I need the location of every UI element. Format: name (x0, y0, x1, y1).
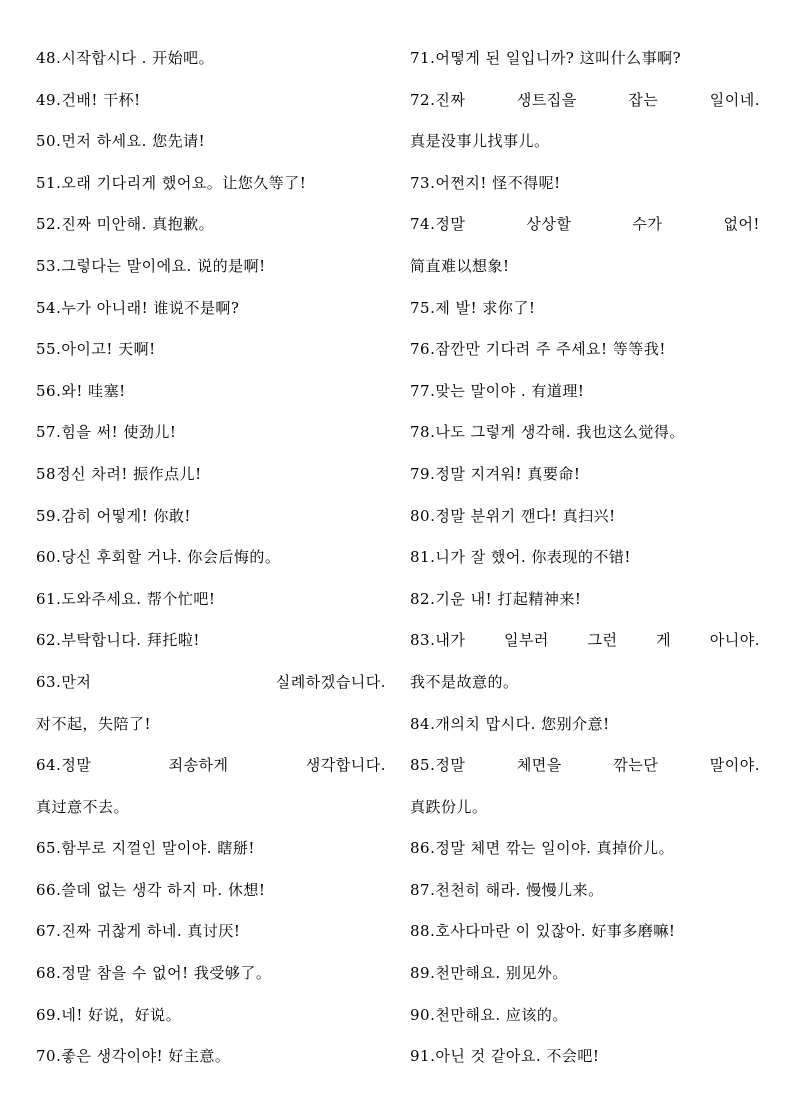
phrase-line: 87.천천히 해라. 慢慢儿来。 (410, 880, 604, 899)
phrase-line: 75.제 발! 求你了! (410, 298, 536, 317)
phrase-line: 53.그렇다는 말이에요. 说的是啊! (36, 256, 266, 275)
phrase-word: 아니야. (709, 631, 760, 650)
phrase-line (36, 662, 386, 704)
phrase-line: 67.진짜 귀찮게 하네. 真讨厌! (36, 922, 241, 941)
phrase-word: 잡는 (628, 90, 659, 109)
phrase-word: 말이야. (709, 756, 760, 775)
phrase-line: 57.힘을 써! 使劲儿! (36, 423, 177, 442)
phrase-line: 55.아이고! 天啊! (36, 340, 156, 359)
phrase-line: 我不是故意的。 (410, 672, 519, 691)
phrase-line: 68.정말 참을 수 없어! 我受够了。 (36, 964, 272, 983)
left-column (36, 38, 386, 1078)
phrase-line: 77.맞는 말이야 . 有道理! (410, 381, 585, 400)
phrase-word: 체면을 (516, 756, 562, 775)
phrase-line: 81.니가 잘 했어. 你表现的不错! (410, 548, 631, 567)
phrase-word: 생트집을 (516, 90, 577, 109)
phrase-line: 71.어떻게 된 일입니까? 这叫什么事啊? (410, 49, 682, 67)
phrase-line: 66.쓸데 없는 생각 하지 마. 休想! (36, 880, 266, 899)
phrase-line (410, 80, 760, 122)
phrase-line: 90.천만해요. 应该的。 (410, 1005, 568, 1024)
phrase-line: 59.감히 어떻게! 你敢! (36, 506, 191, 525)
phrase-word: 상상할 (526, 215, 572, 234)
phrase-line: 86.정말 체면 깎는 일이야. 真掉价儿。 (410, 839, 675, 858)
phrase-word: 죄송하게 (168, 756, 229, 775)
phrase-line: 65.함부로 지껄인 말이야. 瞎掰! (36, 839, 255, 858)
phrase-line (410, 204, 760, 246)
right-column (410, 38, 760, 1078)
phrase-line: 真过意不去。 (36, 797, 130, 816)
phrase-line: 76.잠깐만 기다려 주 주세요! 等等我! (410, 340, 666, 359)
phrase-line: 61.도와주세요. 帮个忙吧! (36, 589, 216, 608)
phrase-word: 일이네. (709, 90, 760, 109)
phrase-line: 79.정말 지겨워! 真要命! (410, 464, 581, 483)
phrase-line: 91.아닌 것 같아요. 不会吧! (410, 1047, 600, 1066)
phrase-word: 그런 (587, 631, 618, 650)
phrase-word: 실례하겠습니다. (275, 672, 386, 691)
phrase-line: 50.먼저 하세요. 您先请! (36, 132, 206, 151)
phrase-line: 88.호사다마란 이 있잖아. 好事多磨嘛! (410, 922, 676, 941)
phrase-word: 수가 (632, 215, 663, 234)
phrase-word: 64.정말 (36, 756, 92, 775)
phrase-word: 63.만저 (36, 672, 92, 691)
phrase-word: 게 (656, 631, 672, 650)
phrase-line: 52.진짜 미안해. 真抱歉。 (36, 215, 215, 234)
phrase-line: 80.정말 분위기 깬다! 真扫兴! (410, 506, 616, 525)
phrase-line: 89.천만해요. 别见外。 (410, 964, 568, 983)
phrase-line: 真跌份儿。 (410, 797, 488, 816)
phrase-line: 简直难以想象! (410, 256, 510, 275)
phrase-word: 72.진짜 (410, 90, 466, 109)
phrase-line: 84.개의치 맙시다. 您别介意! (410, 714, 610, 733)
phrase-word: 83.내가 (410, 631, 466, 650)
phrase-line: 51.오래 기다리게 했어요。让您久等了! (36, 173, 307, 192)
phrase-line: 对不起，失陪了! (36, 714, 152, 733)
phrase-line: 60.당신 후회할 거냐. 你会后悔的。 (36, 548, 281, 567)
phrase-line: 62.부탁합니다. 拜托啦! (36, 631, 200, 650)
phrase-word: 없어! (723, 215, 760, 234)
phrase-line: 78.나도 그렇게 생각해. 我也这么觉得。 (410, 423, 685, 442)
phrase-line: 54.누가 아니래! 谁说不是啊? (36, 298, 240, 317)
phrase-word: 일부러 (503, 631, 549, 650)
phrase-line: 56.와! 哇塞! (36, 381, 126, 400)
phrase-line (410, 745, 760, 787)
phrase-line: 58정신 차려! 振作点儿! (36, 464, 202, 483)
phrase-line: 真是没事儿找事儿。 (410, 132, 550, 151)
phrase-word: 74.정말 (410, 215, 466, 234)
phrase-line: 48.시작합시다 . 开始吧。 (36, 49, 215, 67)
phrase-line: 73.어쩐지! 怪不得呢! (410, 173, 561, 192)
phrase-line (36, 745, 386, 787)
phrase-line: 49.건배! 干杯! (36, 90, 141, 109)
phrase-word: 생각합니다. (305, 756, 386, 775)
phrase-line: 82.기운 내! 打起精神来! (410, 589, 582, 608)
phrase-line: 70.좋은 생각이야! 好主意。 (36, 1047, 231, 1066)
phrase-line: 69.네! 好说，好说。 (36, 1005, 182, 1024)
phrase-word: 85.정말 (410, 756, 466, 775)
phrase-line (410, 620, 760, 662)
phrase-word: 깎는단 (613, 756, 659, 775)
